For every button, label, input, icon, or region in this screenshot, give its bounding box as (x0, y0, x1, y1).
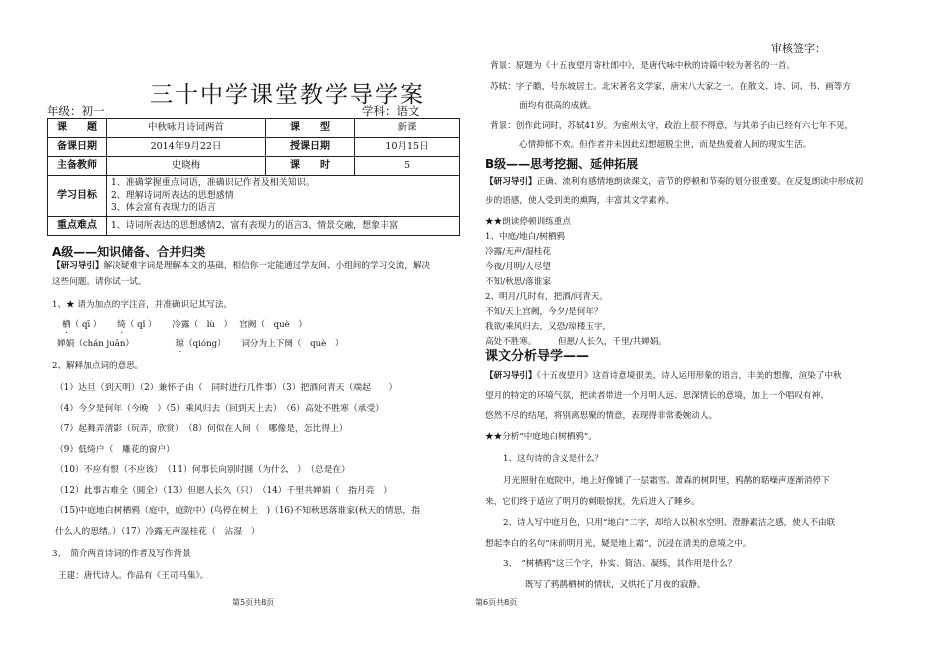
pinyin-answer: qǐ (137, 320, 146, 330)
page-footer-left: 第5页共8页 (232, 598, 275, 607)
guide-a (52, 259, 430, 273)
guide-b-head: 【研习导引】 (485, 177, 537, 187)
pinyin-answer: què (310, 339, 327, 349)
guide-c-3: 悠然不尽的结尾，将别离思聚的情意，表现得非常委婉动人。 (485, 411, 718, 421)
pause-line: 不知/秋思/落谁家 (485, 277, 551, 287)
guide-b-text: 正确、流利有感情地朗读课文，音节的停顿和节奏的划分很重要。在反复朗读中形成初 (536, 177, 864, 187)
pause-line: 今夜/月明/人尽望 (485, 262, 551, 272)
periods-label: 课 时 (266, 157, 355, 176)
level-a-heading: A级——知识储备、合并归类 (52, 245, 206, 259)
grade-label: 年级：初一 (47, 104, 105, 118)
author-wangjian: 王建：唐代诗人。作品有《王司马集》。 (58, 571, 209, 581)
background-2b: 心情抑郁不欢。但作者并未因此幻想超脱尘世，而是热爱着人间的现实生活。 (519, 140, 812, 150)
prep-date-label: 备课日期 (48, 138, 107, 157)
background-1: 背景：原题为《十五夜望月寄杜郎中》，是唐代咏中秋的诗篇中较为著名的一首。 (490, 61, 796, 71)
teach-date-value: 10月15日 (355, 138, 460, 157)
sushi-intro-1: 苏轼：字子瞻，号东坡居士。北宋著名文学家，唐宋八大家之一。在散文、诗、词、书、画等方 (490, 82, 851, 92)
lesson-info-table (47, 118, 460, 236)
explanation-line: （7）起舞弄清影（玩弄，欣赏） （8）何似在人间（ 哪像是，怎比得上） (55, 424, 348, 434)
guide-b-1 (485, 175, 863, 189)
analysis-q3: 3、 “树栖鸦”这三个字，朴实、简洁、凝练，其作用是什么？ (503, 559, 737, 569)
explanations (55, 378, 420, 542)
periods-value: 5 (355, 157, 460, 176)
review-signature: 审核签字： (771, 42, 826, 55)
pinyin-char: 冷露 (172, 320, 190, 330)
analysis-title: ★★分析“中庭地白树栖鸦”。 (485, 432, 597, 442)
explanation-line: （15)中庭地白树栖鸦（庭中，庭院中）(鸟停在树上 )（16)不知秋思落谁家(秋天的情思，指 (55, 506, 421, 516)
difficulty-label: 重点难点 (48, 217, 107, 236)
goals-cell (107, 176, 460, 217)
topic-label: 课 题 (48, 119, 107, 138)
pause-line: 不知/天上宫阙，今夕/是何年？ (485, 307, 603, 317)
difficulty-value: 1、诗词所表达的思想感情2、富有表现力的语言3、情景交融，想象丰富 (107, 217, 460, 236)
level-b-heading: B级——思考挖掘、延伸拓展 (485, 157, 639, 171)
analysis-a3: 既写了鸦鹊栖树的情状，又烘托了月夜的寂静。 (525, 580, 706, 590)
page-footer-right: 第6页共8页 (475, 598, 518, 607)
pinyin-answer: què (273, 320, 290, 330)
type-value: 新课 (355, 119, 460, 138)
pinyin-row-1: 栖（ qī ） 绮（ qǐ ） 冷露（ lù ） 宫阙（ què ） (62, 320, 307, 330)
guide-c-1 (485, 369, 842, 383)
guide-c-head: 【研习导引】 (485, 371, 537, 381)
guide-a-text2: 这些问题。请你试一试。 (52, 277, 147, 287)
explanation-line: 什么人的思绪。）（17）冷露无声湿桂花（ 沾湿 ） (55, 526, 260, 537)
type-label: 课 型 (266, 119, 355, 138)
goal-item: 2、理解诗词所表达的思想感情 (111, 190, 234, 201)
guide-a-text: 解决疑难字词是理解本文的基础，相信你一定能通过学友间、小组间的学习交流，解决 (103, 261, 431, 271)
pinyin-char: 婵娟 (57, 339, 75, 349)
analysis-a1-1: 月光照射在庭院中，地上好像铺了一层霜雪。萧森的树阴里，鸦鹊的聒噪声逐渐消停下 (503, 476, 830, 486)
pause-line: 冷露/无声/湿桂花 (485, 247, 551, 257)
guide-c-text: 《十五夜望月》这首诗意境很美，诗人运用形象的语言，丰美的想像，渲染了中秋 (536, 371, 842, 381)
analysis-q1: 1、这句诗的含义是什么？ (503, 454, 603, 464)
pinyin-answer: chán juān (82, 339, 126, 349)
goal-item: 3、体会富有表现力的语言 (111, 203, 216, 214)
guide-a-head: 【研习导引】 (52, 261, 104, 271)
explanation-line: （10）不应有恨（不应该） （11）何事长向别时圆（为什么 ） （总是在） (55, 465, 351, 475)
background-2a: 背景：创作此词时，苏轼41岁。为密州太守，政治上很不得意，与其弟子由已经有六七年不见， (490, 121, 854, 131)
teach-date-label: 授课日期 (266, 138, 355, 157)
pinyin-row-2: 婵娟（chán juān） 琼（qióng） 词分为上下阕（ què ） (57, 339, 344, 349)
question-3: 3、 简介两首诗词的作者及写作背景 (52, 549, 191, 559)
analysis-heading: 课文分析导学—— (485, 349, 590, 364)
prep-date-value: 2014年9月22日 (107, 138, 266, 157)
subject-label: 学科：语文 (362, 104, 420, 118)
page-title: 三十中学课堂教学导学案 (150, 82, 425, 108)
pinyin-char: 琼 (175, 339, 185, 349)
sushi-intro-2: 面均有很高的成就。 (519, 101, 597, 111)
goals-label: 学习目标 (48, 176, 107, 217)
teacher-label: 主备教师 (48, 157, 107, 176)
pause-list (485, 230, 667, 350)
guide-b-2: 步的语感，使人受到美的熏陶，丰富其文学素养。 (485, 196, 675, 206)
teacher-value: 史晓梅 (107, 157, 266, 176)
pinyin-answer: lù (206, 320, 215, 330)
explanation-line: （1）达旦（到天明）（2）兼怀子由（ 同时进行几件事）（3）把酒问青天（端起 ） (55, 383, 398, 393)
goal-item: 1、准确掌握重点词语，准确识记作者及相关知识。 (111, 178, 315, 189)
pinyin-answer: qióng (192, 339, 218, 349)
right-page (475, 0, 950, 671)
explanation-line: （12）此事古难全（圆全）（13）但愿人长久（只） （14）千里共婵娟（ 指月亮 ） (55, 485, 393, 496)
pinyin-answer: qī (81, 320, 91, 330)
pinyin-char: 宫阙 (239, 320, 257, 330)
pause-title: ★★朗读停顿训练重点 (485, 217, 571, 227)
pause-line: 2、明月/几时有，把酒/问青天。 (485, 292, 608, 302)
pinyin-char: 词分为上下阕 (241, 339, 293, 349)
pinyin-char: 绮 (117, 320, 126, 330)
explanation-line: （9）低绮户（ 雕花的窗户） (55, 444, 175, 455)
explanation-line: （4）今夕是何年（今晚 ）（5）乘风归去（回到天上去） （6）高处不胜寒（承受） (55, 403, 385, 414)
topic-value: 中秋咏月诗词两首 (107, 119, 266, 138)
analysis-a2-1: 2、诗人写中庭月色，只用“地白”二字，却给人以积水空明、澄静素洁之感，使人不由联 (503, 518, 836, 528)
pause-line: 高处不胜寒。 但愿/人长久，千里/共婵娟。 (485, 337, 667, 347)
analysis-a2-2: 想起李白的名句“床前明月光，疑是地上霜”，沉浸在清美的意境之中。 (485, 539, 752, 549)
pause-line: 我欲/乘风归去，又恐/琼楼玉宇， (485, 322, 612, 332)
question-2: 2、解释加点词的意思。 (52, 361, 144, 371)
pause-line: 1、中庭/地白/树栖鸦 (485, 232, 566, 242)
question-1: 1、★ 请为加点的字注音，并准确识记其写法。 (52, 300, 233, 310)
guide-c-2: 望月的特定的环境气氛，把读者带进一个月明人远、思深情长的意境，加上一个唱叹有神、 (485, 391, 829, 401)
pinyin-char: 栖 (62, 320, 71, 330)
analysis-a1-2: 来，它们终于适应了明月的刺眼惊扰，先后进入了睡乡。 (485, 497, 700, 507)
